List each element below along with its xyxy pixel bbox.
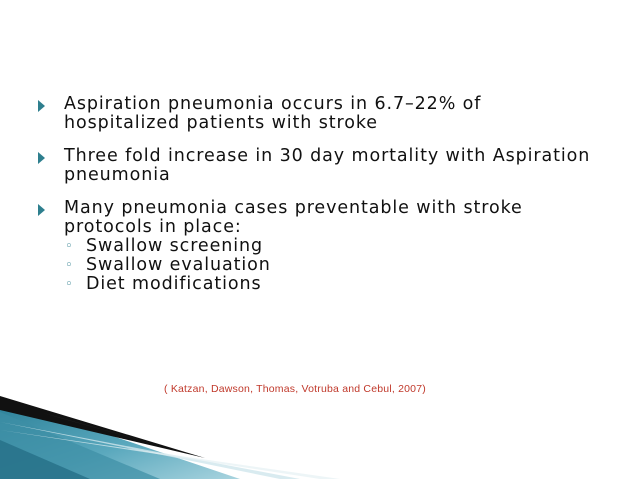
sub-bullet-list	[64, 237, 598, 294]
triangle-bullet-icon	[38, 204, 45, 216]
triangle-bullet-icon	[38, 100, 45, 112]
sub-bullet-item	[64, 275, 598, 294]
bullet-item-2	[38, 147, 598, 185]
bullet-text: Many pneumonia cases preventable with stroke protocols in place:	[64, 198, 523, 237]
sub-bullet-item	[64, 237, 598, 256]
citation: ( Katzan, Dawson, Thomas, Votruba and Cebul, 2007)	[164, 383, 426, 395]
triangle-bullet-icon	[38, 152, 45, 164]
sub-bullet-text: Swallow screening	[86, 236, 263, 256]
bullet-text: Aspiration pneumonia occurs in 6.7–22% of hospitalized patients with stroke	[64, 94, 482, 133]
sub-bullet-text: Diet modifications	[86, 274, 262, 294]
circle-bullet-icon: ◦	[65, 277, 74, 292]
sub-bullet-item	[64, 256, 598, 275]
circle-bullet-icon: ◦	[65, 239, 74, 254]
circle-bullet-icon: ◦	[65, 258, 74, 273]
bullet-item-3	[38, 199, 598, 294]
bullet-item-1	[38, 95, 598, 133]
sub-bullet-text: Swallow evaluation	[86, 255, 271, 275]
bullet-list	[38, 95, 598, 308]
bullet-text: Three fold increase in 30 day mortality with Aspiration pneumonia	[64, 146, 591, 185]
